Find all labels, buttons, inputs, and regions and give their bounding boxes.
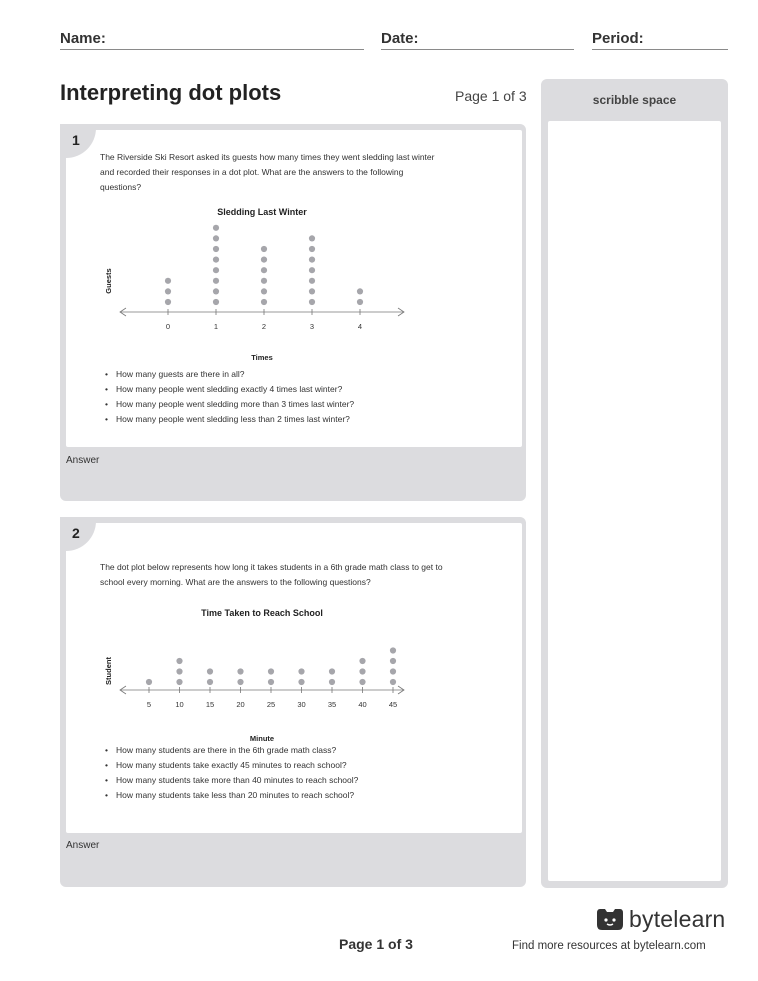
data-dot [207, 668, 213, 674]
data-dot [329, 679, 335, 685]
name-field[interactable] [60, 30, 364, 50]
data-dot [165, 278, 171, 284]
question-number: 2 [72, 525, 80, 541]
tick-label: 15 [205, 700, 215, 709]
bytelearn-logo-icon [596, 906, 624, 932]
data-dot [213, 299, 219, 305]
data-dot [261, 257, 267, 263]
question-card-2 [60, 517, 526, 887]
brand-name: bytelearn [629, 905, 726, 932]
data-dot [309, 257, 315, 263]
list-item: • How many students take exactly 45 minutes to reach school? [116, 758, 358, 773]
list-item: • How many students are there in the 6th grade math class? [116, 743, 358, 758]
tick-label: 2 [261, 322, 267, 331]
tick-label: 5 [146, 700, 152, 709]
question-body-2 [66, 523, 522, 833]
dot-plot-chart [66, 200, 522, 370]
chart-title: Sledding Last Winter [217, 207, 307, 217]
data-dot [213, 267, 219, 273]
list-item: • How many people went sledding less than 2 times last winter? [116, 412, 354, 427]
data-dot [261, 267, 267, 273]
data-dot [176, 658, 182, 664]
list-item: • How many guests are there in all? [116, 367, 354, 382]
question-body-1 [66, 130, 522, 447]
data-dot [268, 668, 274, 674]
data-dot [165, 299, 171, 305]
data-dot [390, 658, 396, 664]
data-dot [390, 668, 396, 674]
answer-label: Answer [66, 455, 100, 466]
scribble-area[interactable] [548, 121, 721, 881]
resources-link[interactable]: Find more resources at bytelearn.com [512, 940, 706, 952]
question-card-1 [60, 124, 526, 501]
y-axis-label: Guests [104, 268, 113, 294]
data-dot [213, 235, 219, 241]
question-number-badge [60, 124, 96, 158]
data-dot [309, 278, 315, 284]
question-text: The Riverside Ski Resort asked its guests how many times they went sledding last winter and recorded their responses in a dot plot. What are the answers to the following questions? [100, 152, 435, 192]
data-dot [309, 288, 315, 294]
list-item: • How many people went sledding exactly 4 times last winter? [116, 382, 354, 397]
data-dot [309, 267, 315, 273]
tick-label: 0 [165, 322, 171, 331]
chart-title: Time Taken to Reach School [201, 608, 323, 618]
data-dot [176, 668, 182, 674]
date-label: Date: [381, 30, 419, 47]
data-dot [261, 278, 267, 284]
list-item: • How many people went sledding more than 3 times last winter? [116, 397, 354, 412]
period-label: Period: [592, 30, 644, 47]
tick-label: 1 [213, 322, 219, 331]
data-dot [309, 299, 315, 305]
tick-label: 10 [175, 700, 184, 709]
data-dot [329, 668, 335, 674]
y-axis-label: Student [104, 657, 113, 685]
data-dot [213, 225, 219, 231]
bytelearn-logo[interactable] [596, 905, 725, 933]
page-indicator-bottom: Page 1 of 3 [339, 936, 413, 952]
data-dot [357, 288, 363, 294]
question-number-badge [60, 517, 96, 551]
scribble-panel [541, 79, 728, 888]
data-dot [213, 288, 219, 294]
list-item: • How many students take more than 40 minutes to reach school? [116, 773, 358, 788]
data-dot [298, 668, 304, 674]
tick-label: 20 [236, 700, 245, 709]
tick-label: 35 [327, 700, 337, 709]
date-field[interactable] [381, 30, 574, 50]
data-dot [357, 299, 363, 305]
x-axis-label: Times [251, 353, 273, 362]
data-dot [298, 679, 304, 685]
data-dot [146, 679, 152, 685]
data-dot [390, 679, 396, 685]
data-dot [176, 679, 182, 685]
dot-plot-chart [66, 598, 522, 743]
data-dot [309, 235, 315, 241]
data-dot [261, 299, 267, 305]
data-dot [261, 288, 267, 294]
data-dot [359, 668, 365, 674]
scribble-label: scribble space [592, 93, 677, 107]
question-list [116, 367, 354, 427]
x-axis-label: Minute [249, 734, 275, 743]
data-dot [268, 679, 274, 685]
data-dot [237, 668, 243, 674]
tick-label: 30 [297, 700, 306, 709]
data-dot [213, 278, 219, 284]
name-label: Name: [60, 30, 106, 47]
data-dot [237, 679, 243, 685]
page-indicator-top: Page 1 of 3 [455, 88, 527, 104]
tick-label: 3 [309, 322, 315, 331]
data-dot [165, 288, 171, 294]
list-item: • How many students take less than 20 minutes to reach school? [116, 788, 358, 803]
data-dot [207, 679, 213, 685]
question-number: 1 [72, 132, 80, 148]
data-dot [261, 246, 267, 252]
data-dot [213, 246, 219, 252]
answer-label: Answer [66, 840, 100, 851]
tick-label: 4 [357, 322, 363, 331]
tick-label: 40 [358, 700, 367, 709]
data-dot [390, 647, 396, 653]
period-field[interactable] [592, 30, 728, 50]
worksheet-title: Interpreting dot plots [60, 80, 282, 105]
tick-label: 45 [388, 700, 398, 709]
question-text: The dot plot below represents how long it takes students in a 6th grade math class to get to school every morning. What are the answers to the following questions? [100, 562, 443, 587]
tick-label: 25 [266, 700, 276, 709]
data-dot [359, 658, 365, 664]
data-dot [309, 246, 315, 252]
data-dot [359, 679, 365, 685]
data-dot [213, 257, 219, 263]
question-list [116, 743, 358, 803]
